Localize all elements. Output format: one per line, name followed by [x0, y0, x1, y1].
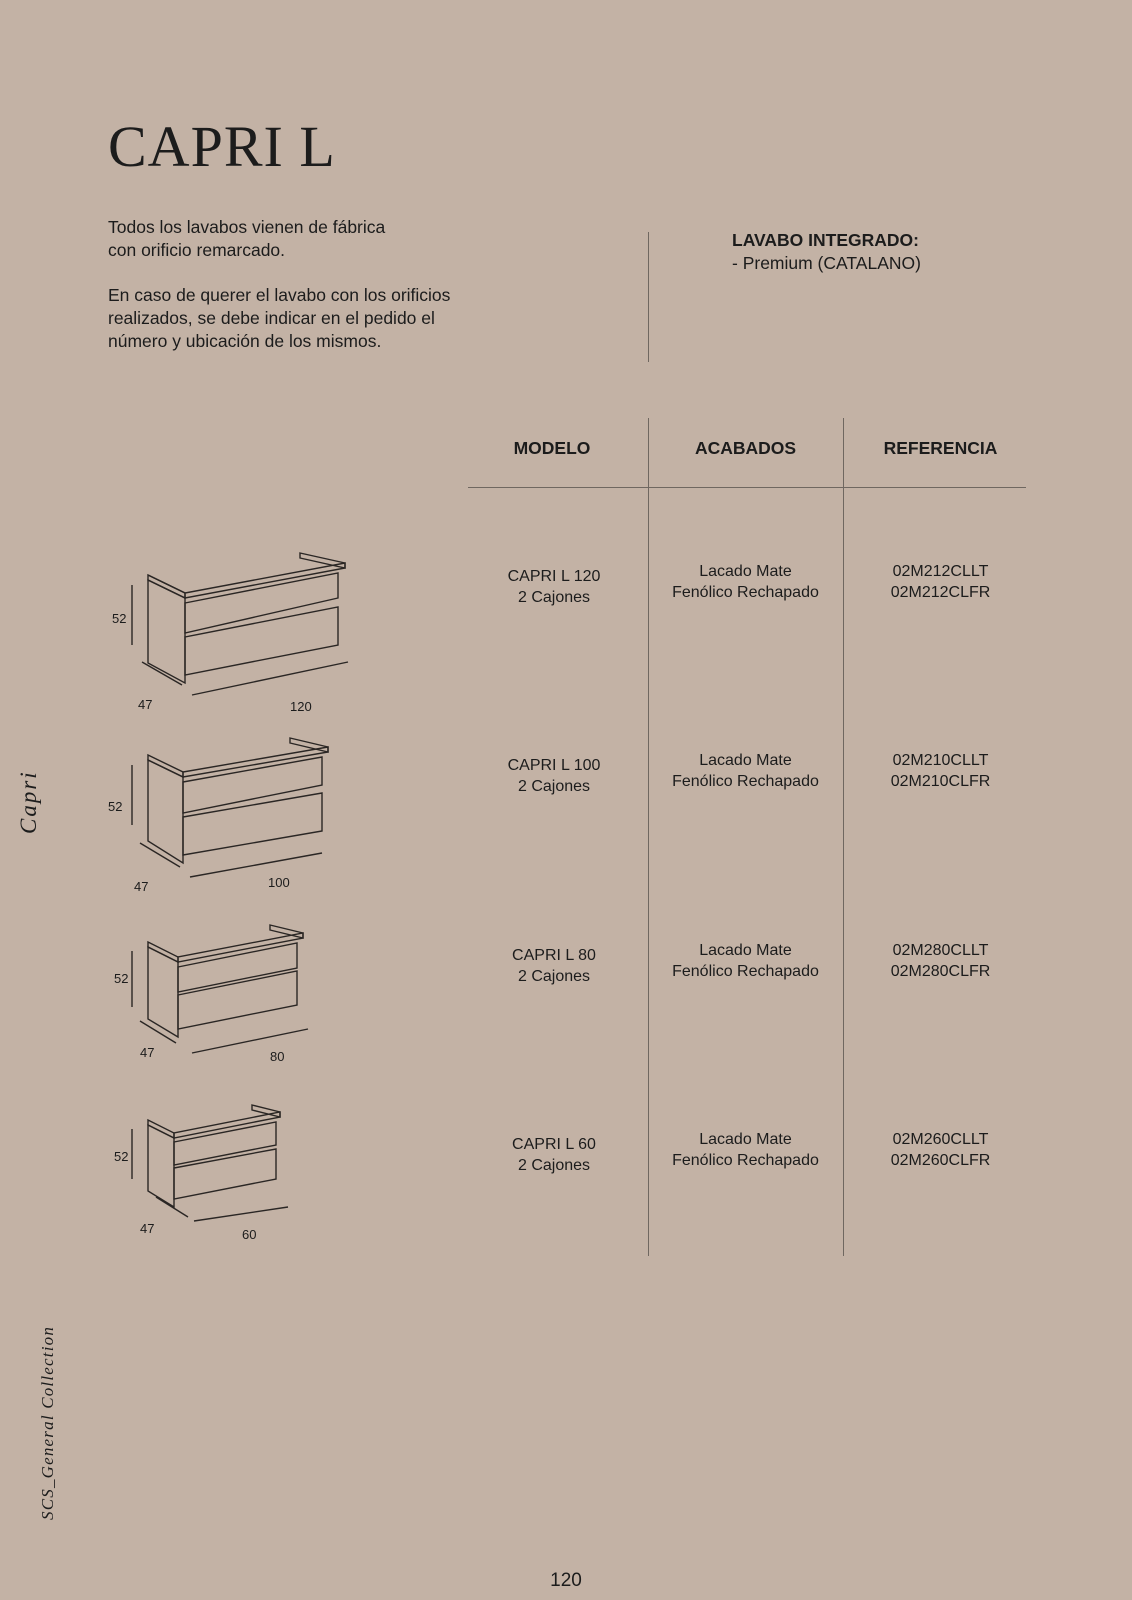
reference-1: 02M210CLLT — [892, 752, 989, 769]
cabinet-sketch-120 — [100, 545, 370, 720]
cabinet-sketch-100 — [100, 725, 350, 900]
intro-line: Todos los lavabos vienen de fábrica — [108, 217, 386, 237]
dim-width: 80 — [270, 1049, 285, 1064]
dim-depth: 47 — [140, 1221, 155, 1236]
intro-line: con orificio remarcado. — [108, 240, 286, 260]
table-row-finish — [648, 940, 843, 982]
finish-1: Lacado Mate — [699, 752, 792, 769]
finish-1: Lacado Mate — [699, 563, 792, 580]
header-acabados: ACABADOS — [694, 438, 797, 458]
finish-2: Fenólico Rechapado — [672, 963, 819, 980]
dim-height: 52 — [108, 799, 123, 814]
dim-height: 52 — [114, 971, 129, 986]
table-row-model — [488, 1134, 620, 1176]
table-row-reference — [843, 750, 1038, 792]
table-row-reference — [843, 561, 1038, 603]
dim-width: 120 — [290, 699, 312, 714]
intro-divider — [648, 232, 649, 362]
side-collection-label: SCS_General Collection — [38, 1325, 57, 1520]
intro-line: En caso de querer el lavabo con los orificios — [108, 285, 451, 305]
header-referencia: REFERENCIA — [883, 438, 998, 458]
reference-2: 02M260CLFR — [890, 1152, 991, 1169]
lavabo-item: - Premium (CATALANO) — [732, 253, 921, 273]
model-drawers: 2 Cajones — [517, 589, 591, 606]
table-header-divider — [468, 487, 1026, 488]
table-row-finish — [648, 561, 843, 603]
table-row-model — [488, 566, 620, 608]
table-row-finish — [648, 750, 843, 792]
dim-depth: 47 — [140, 1045, 155, 1060]
cabinet-sketch-80 — [100, 915, 330, 1075]
model-name: CAPRI L 60 — [512, 1136, 596, 1153]
page-title: CAPRI L — [108, 114, 336, 179]
dim-width: 100 — [268, 875, 290, 890]
finish-1: Lacado Mate — [699, 1131, 792, 1148]
reference-1: 02M212CLLT — [892, 563, 989, 580]
reference-1: 02M280CLLT — [892, 942, 989, 959]
model-name: CAPRI L 80 — [512, 947, 596, 964]
header-modelo: MODELO — [513, 438, 591, 458]
lavabo-info — [732, 229, 921, 275]
lavabo-heading: LAVABO INTEGRADO: — [732, 230, 919, 250]
cabinet-sketch-60 — [100, 1095, 310, 1250]
page-number: 120 — [550, 1570, 582, 1591]
dim-depth: 47 — [138, 697, 153, 712]
reference-2: 02M210CLFR — [890, 773, 991, 790]
finish-1: Lacado Mate — [699, 942, 792, 959]
intro-text — [108, 216, 528, 375]
model-drawers: 2 Cajones — [517, 1157, 591, 1174]
table-row-reference — [843, 940, 1038, 982]
reference-2: 02M212CLFR — [890, 584, 991, 601]
model-name: CAPRI L 120 — [507, 568, 601, 585]
table-row-model — [488, 945, 620, 987]
finish-2: Fenólico Rechapado — [672, 1152, 819, 1169]
intro-line: realizados, se debe indicar en el pedido el — [108, 308, 435, 328]
dim-depth: 47 — [134, 879, 149, 894]
table-row-finish — [648, 1129, 843, 1171]
dim-height: 52 — [112, 611, 127, 626]
table-row-model — [488, 755, 620, 797]
dim-width: 60 — [242, 1227, 257, 1242]
model-drawers: 2 Cajones — [517, 778, 591, 795]
model-drawers: 2 Cajones — [517, 968, 591, 985]
side-section-label: Capri — [16, 770, 41, 834]
model-name: CAPRI L 100 — [507, 757, 601, 774]
finish-2: Fenólico Rechapado — [672, 584, 819, 601]
finish-2: Fenólico Rechapado — [672, 773, 819, 790]
dim-height: 52 — [114, 1149, 129, 1164]
reference-2: 02M280CLFR — [890, 963, 991, 980]
intro-line: número y ubicación de los mismos. — [108, 331, 382, 351]
table-row-reference — [843, 1129, 1038, 1171]
reference-1: 02M260CLLT — [892, 1131, 989, 1148]
